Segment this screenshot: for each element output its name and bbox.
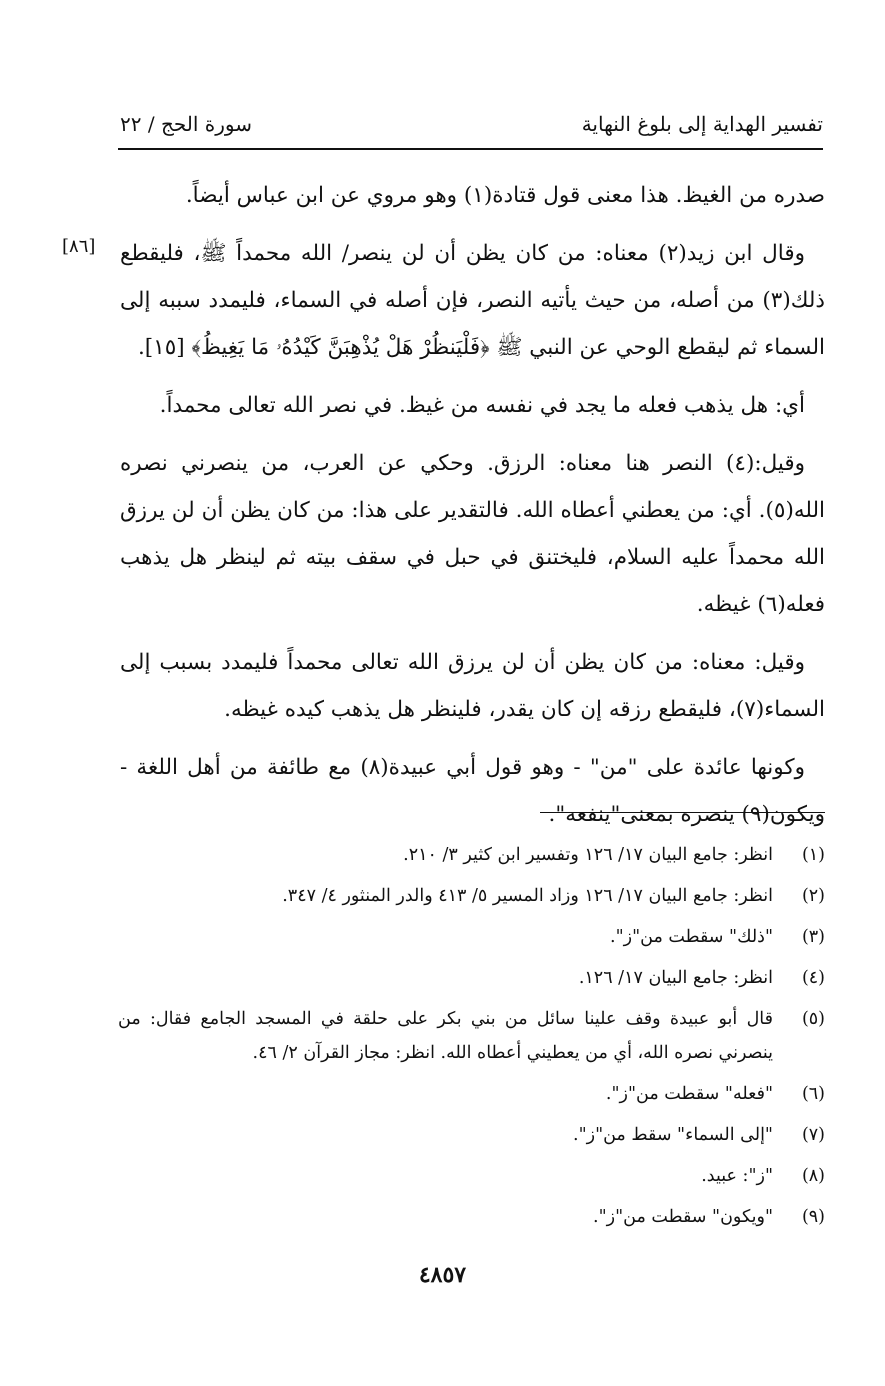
paragraph: وقال ابن زيد(٢) معناه: من كان يظن أن لن ينصر/ الله محمداً ﷺ، فليقطع ذلك(٣) من أصله، من حيث يأتيه النصر، فإن أصله في السماء، فليمدد سببه إلى السماء ثم ليقطع الوحي عن النبي ﷺ ﴿فَلْيَنظُرْ هَلْ يُذْهِبَنَّ كَيْدُهُۥ مَا يَغِيظُ﴾ [١٥]. <box>120 241 825 360</box>
surah-label: سورة الحج / ٢٢ <box>120 112 252 136</box>
book-title: تفسير الهداية إلى بلوغ النهاية <box>581 112 823 136</box>
paragraph: صدره من الغيظ. هذا معنى قول قتادة(١) وهو مروي عن ابن عباس أيضاً. <box>185 183 825 208</box>
footnote <box>118 1077 825 1111</box>
page-number: ٤٨٥٧ <box>418 1262 467 1288</box>
paragraph: وقيل: معناه: من كان يظن أن لن يرزق الله تعالى محمداً فليمدد بسبب إلى السماء(٧)، فليقطع رزقه إن كان يقدر، فلينظر هل يذهب كيده غيظه. <box>120 650 825 722</box>
footnote <box>118 838 825 872</box>
footnote-divider <box>540 812 825 813</box>
footnote-text: قال أبو عبيدة وقف علينا سائل من بني بكر على حلقة في المسجد الجامع فقال: من ينصرني نصره الله، أي من يعطيني أعطاه الله. انظر: مجاز القرآن ٢/ ٤٦. <box>118 1009 773 1063</box>
manuscript-folio-ref: [٨٦] <box>62 236 96 257</box>
paragraph: وكونها عائدة على "من" - وهو قول أبي عبيدة(٨) مع طائفة من أهل اللغة - ويكون(٩) ينصره بمعنى"ينفعه". <box>120 755 825 827</box>
footnote-number: (١) <box>801 845 825 865</box>
footnote-number: (٦) <box>801 1084 825 1104</box>
footnote-text: "ز": عبيد. <box>701 1166 773 1186</box>
footnotes <box>118 838 825 1241</box>
footnote <box>118 1118 825 1152</box>
paragraph: وقيل:(٤) النصر هنا معناه: الرزق. وحكي عن العرب، من ينصرني نصره الله(٥). أي: من يعطني أعطاه الله. فالتقدير على هذا: من كان يظن أن لن يرزق الله محمداً عليه السلام، فليختنق في حبل في سقف بيته ثم لينظر هل يذهب فعله(٦) غيظه. <box>120 451 825 617</box>
footnote-text: "ذلك" سقطت من"ز". <box>610 927 773 947</box>
footnote <box>118 1200 825 1234</box>
footnote-number: (٣) <box>801 927 825 947</box>
footnote-text: "فعله" سقطت من"ز". <box>605 1084 773 1104</box>
footnote-number: (٥) <box>801 1009 825 1029</box>
footnote-number: (٩) <box>801 1207 825 1227</box>
footnote-text: "إلى السماء" سقط من"ز". <box>573 1125 773 1145</box>
header-divider <box>118 148 823 150</box>
footnote <box>118 920 825 954</box>
footnote <box>118 879 825 913</box>
footnote-number: (٤) <box>801 968 825 988</box>
footnote <box>118 1159 825 1193</box>
footnote-number: (٧) <box>801 1125 825 1145</box>
paragraph: أي: هل يذهب فعله ما يجد في نفسه من غيظ. في نصر الله تعالى محمداً. <box>159 393 805 418</box>
main-text <box>120 172 825 849</box>
footnote-number: (٨) <box>801 1166 825 1186</box>
footnote-text: انظر: جامع البيان ١٧/ ١٢٦. <box>578 968 773 988</box>
footnote <box>118 961 825 995</box>
footnote-text: "ويكون" سقطت من"ز". <box>593 1207 773 1227</box>
footnote-text: انظر: جامع البيان ١٧/ ١٢٦ وتفسير ابن كثير ٣/ ٢١٠. <box>403 845 773 865</box>
footnote-number: (٢) <box>801 886 825 906</box>
footnote-text: انظر: جامع البيان ١٧/ ١٢٦ وزاد المسير ٥/ ٤١٣ والدر المنثور ٤/ ٣٤٧. <box>282 886 773 906</box>
footnote <box>118 1002 825 1070</box>
